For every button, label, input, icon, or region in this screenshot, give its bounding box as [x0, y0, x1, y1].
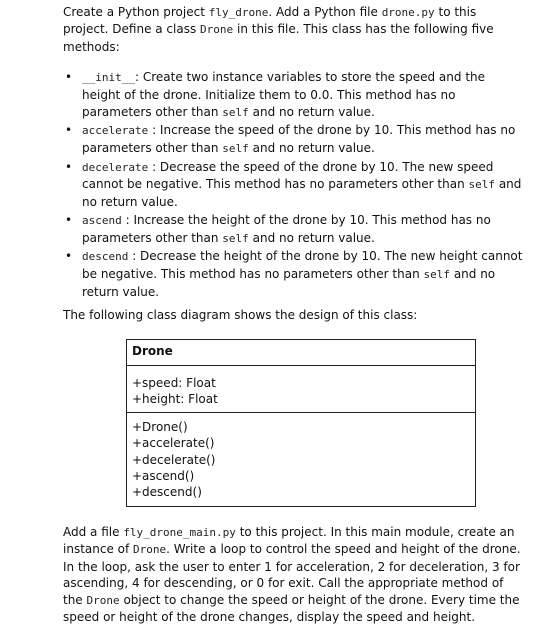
operation-accelerate: +accelerate() — [132, 436, 215, 451]
self-code: self — [423, 267, 450, 281]
main-file-code: fly_drone_main.py — [123, 526, 236, 539]
outro-text-3: . Write a loop to control the speed and height of the drone. In the loop, ask the user to enter 1 for acceleration, 2 for deceleration, 3 for ascending, 4 for descending, or 0 for exit. Call the appropriate method of the — [63, 542, 521, 607]
operation-descend: +descend() — [132, 485, 202, 500]
method-name: descend — [82, 250, 129, 264]
methods-list — [63, 69, 525, 301]
self-code: self — [468, 178, 496, 192]
class-diagram-attributes — [127, 366, 475, 413]
method-item-descend: • descend : Decrease the height of the drone by 10. The new height cannot be negative. This method has no parameters other than self and no return value. — [65, 249, 523, 299]
intro-text-3: to this project. Define a class — [63, 5, 477, 37]
method-name: decelerate — [82, 160, 149, 174]
method-item-accelerate: • accelerate : Increase the speed of the drone by 10. This method has no parameters other than self and no return value. — [65, 123, 516, 155]
self-code: self — [222, 141, 249, 155]
intro-text-1: Create a Python project — [63, 5, 209, 19]
method-description: Decrease the speed of the drone by 10. The new speed cannot be negative. This method has no parameters other than — [82, 159, 494, 192]
method-name: __init__ — [82, 71, 135, 84]
intro-paragraph — [63, 4, 525, 55]
bullet: • — [65, 159, 73, 174]
class-diagram-operations — [127, 413, 475, 502]
class-name-code: Drone — [86, 593, 120, 607]
outro-text-2: to this project. In this main module, create an instance of — [63, 525, 515, 557]
bullet: • — [65, 249, 73, 264]
class-name-code: Drone — [133, 543, 167, 557]
bullet: • — [65, 123, 73, 138]
project-name-code: fly_drone — [208, 6, 269, 19]
class-diagram — [126, 339, 476, 507]
method-description: Increase the height of the drone by 10. This method has no parameters other than — [82, 212, 491, 245]
outro-text-4: object to change the speed or height of the drone. Every time the speed or height of the drone changes, display the speed and height. — [63, 592, 520, 625]
intro-text-4: in this file. This class has the following five methods: — [63, 22, 494, 54]
method-item-decelerate: • decelerate : Decrease the speed of the drone by 10. The new speed cannot be negative. This method has no parameters other than self and no return value. — [65, 159, 522, 210]
diagram-caption: The following class diagram shows the design of this class: — [63, 308, 418, 322]
self-code: self — [222, 231, 249, 245]
operation-decelerate: +decelerate() — [132, 452, 216, 467]
intro-text-2: . Add a Python file — [268, 5, 382, 19]
outro-paragraph — [63, 524, 525, 625]
outro-text-1: Add a file — [63, 525, 124, 539]
bullet: • — [65, 212, 73, 227]
attribute-height: +height: Float — [132, 392, 218, 407]
method-description: Create two instance variables to store the speed and the height of the drone. Initialize them to 0.0. This method has no parameters other than — [82, 70, 486, 119]
method-name: ascend — [82, 213, 122, 227]
method-item-init: • __init__: Create two instance variables to store the speed and the height of the drone. Initialize them to 0.0. This method has no parameters other than self and no return value. — [65, 70, 486, 119]
operation-drone: +Drone() — [132, 420, 188, 434]
method-description: Increase the speed of the drone by 10. This method has no parameters other than — [82, 123, 516, 155]
self-code: self — [222, 105, 249, 119]
method-name: accelerate — [82, 124, 149, 138]
class-diagram-name: Drone — [127, 340, 475, 366]
bullet: • — [65, 70, 73, 84]
method-item-ascend: • ascend : Increase the height of the drone by 10. This method has no parameters other than self and no return value. — [65, 212, 491, 245]
file-name-code: drone.py — [381, 6, 435, 19]
class-name-code: Drone — [200, 23, 234, 37]
operation-ascend: +ascend() — [132, 468, 195, 483]
attribute-speed: +speed: Float — [132, 376, 216, 390]
method-description: Decrease the height of the drone by 10. The new height cannot be negative. This method has no parameters other than — [82, 249, 523, 281]
